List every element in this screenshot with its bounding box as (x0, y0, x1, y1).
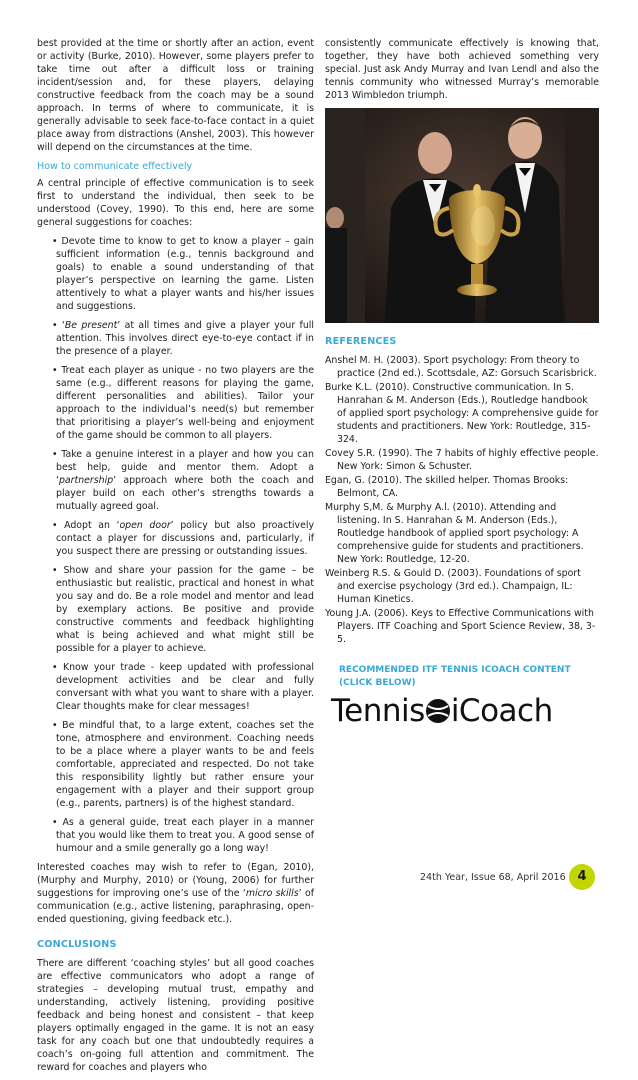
wimbledon-trophy-photo (325, 108, 599, 323)
bullet-unique: • Treat each player as unique - no two players are the same (e.g., different reasons for playing the game, different personalities and abilities). Tailor your approach to the individual’s need(s) but remember that prioritising a player’s well-being and enjoyment of the game should be common to all players. (52, 365, 314, 441)
subheading-how-to-communicate: How to communicate effectively (37, 161, 193, 172)
bullet-know-player: • Devote time to know to get to know a player – gain sufficient information (e.g., tennis background and goals) to enable a sound understanding of that player’s perspective on learning the game. Listen attentively to what a player wants and his/her issues and suggestions. (52, 236, 314, 312)
bullet-be-present (37, 319, 314, 358)
reference-item: Weinberg R.S. & Gould D. (2003). Foundations of sport and exercise psychology (3rd ed.). Champaign, IL: Human Kinetics. (325, 568, 581, 605)
bullet-text: ’ policy but also proactively contact a player for discussions and, particularly, if you suspect there are pressing or outstanding issues. (56, 520, 314, 557)
left-column (37, 37, 314, 1080)
paragraph-text: ’ of communication (e.g., active listening, paraphrasing, open-ended questioning, giving feedback etc.). (37, 888, 314, 925)
bullet-mindful: • Be mindful that, to a large extent, coaches set the tone, atmosphere and environment. Coaching needs to be a place where a player wants to be and feels comfortable, appreciated and respected. Do not take this responsibility lightly but rather ensure your engagement with a player and their support group (e.g., parents, partners) is of the highest standard. (52, 720, 314, 809)
bullet-text: • Adopt an ‘ (52, 520, 120, 531)
bullet-partnership (37, 448, 314, 513)
recommended-link-label[interactable]: RECOMMENDED ITF TENNIS ICOACH CONTENT (CLICK BELOW) (339, 665, 571, 688)
conclusions-heading: CONCLUSIONS (37, 939, 117, 950)
photo-illustration (325, 108, 599, 323)
reference-item: Covey S.R. (1990). The 7 habits of highly effective people. New York: Simon & Schuster. (325, 448, 599, 472)
emphasis: open door (119, 520, 171, 531)
bullet-general-guide: • As a general guide, treat each player in a manner that you would like them to treat you. A good sense of humour and a smile generally go a long way! (52, 817, 314, 854)
interested-paragraph (37, 861, 314, 926)
right-column (325, 37, 599, 729)
reference-item: Young J.A. (2006). Keys to Effective Communications with Players. ITF Coaching and Sport Science Review, 38, 3-5. (325, 608, 596, 645)
conclusions-paragraph: There are different ‘coaching styles’ but all good coaches are effective communicators who adopt a range of strategies – developing mutual trust, empathy and understanding, actively listening, providing positive feedback and being honest and consistent – that keep players optimally engaged in the game. It is not an easy task for any coach but one that undoubtedly requires a coach’s on-going full attention and commitment. The reward for coaches and players who (37, 958, 314, 1073)
reference-item: Burke K.L. (2010). Constructive communication. In S. Hanrahan & M. Anderson (Eds.), Routledge handbook of applied sport psychology: A comprehensive guide for students and practitioners. New York: Routledge, 315-324. (325, 382, 599, 445)
paragraph-text: Interested coaches may wish to refer to (Egan, 2010), (Murphy and Murphy, 2010) or (Young, 2006) for further suggestions for improving one’s use of the ‘ (37, 862, 314, 899)
bullet-open-door (37, 519, 314, 558)
emphasis: micro skills (245, 888, 299, 899)
bullet-text: • Take a genuine interest in a player and how you can best help, guide and mentor them. Adopt a ‘ (52, 449, 314, 486)
logo-text-icoach: iCoach (450, 693, 553, 729)
page-number-badge: 4 (569, 864, 595, 890)
emphasis: Be present (64, 320, 118, 331)
reference-item: Egan, G. (2010). The skilled helper. Thomas Brooks: Belmont, CA. (325, 475, 569, 499)
principle-paragraph: A central principle of effective communication is to seek first to understand the individual, then seek to be understood (Covey, 1990). To this end, here are some general suggestions for coaches: (37, 178, 314, 228)
reference-item: Murphy S,M. & Murphy A.l. (2010). Attending and listening. In S. Hanrahan & M. Anderson (Eds.), Routledge handbook of applied sport psychology: A comprehensive guide for students and practitioners. New York: Routledge, 12-20. (325, 502, 584, 565)
intro-paragraph: best provided at the time or shortly after an action, event or activity (Burke, 2010). However, some players prefer to take time out after a difficult loss or training incident/session and, for these players, delaying constructive feedback from the coach may be a sound approach. In terms of where to communicate, it is generally advisable to seek face-to-face contact in a quiet place away from distractions (Anshel, 2003). This however will depend on the circumstances at the time. (37, 38, 314, 153)
bullet-know-trade: • Know your trade - keep updated with professional development activities and be clear and fully conversant with what you want to share with a player. Clear thoughts make for clear messages! (52, 662, 314, 712)
references-heading: REFERENCES (325, 336, 397, 347)
logo-text-tennis: Tennis (331, 693, 425, 729)
emphasis: partnership (58, 475, 114, 486)
tennis-ball-icon (425, 698, 451, 724)
bullet-text: ’ approach where both the coach and player build on each other’s strengths towards a mutually agreed goal. (56, 475, 314, 512)
bullet-passion: • Show and share your passion for the game – be enthusiastic but realistic, practical and honest in what you say and do. Be a role model and mentor and lead by exemplary actions. Be positive and provide constructive comments and feedback highlighting what is being achieved and what might still be possible for a player to achieve. (52, 565, 314, 654)
tennis-icoach-logo-link[interactable] (331, 693, 599, 729)
reference-item: Anshel M. H. (2003). Sport psychology: From theory to practice (2nd ed.). Scottsdale, AZ: Gorsuch Scarisbrick. (325, 355, 597, 379)
bullet-text: ’ at all times and give a player your full attention. This involves direct eye-to-eye contact if in the presence of a player. (56, 320, 314, 357)
continuation-paragraph: consistently communicate effectively is knowing that, together, they have both achieved something very special. Just ask Andy Murray and Ivan Lendl and also the tennis community who witnessed Murray’s memorable 2013 Wimbledon triumph. (325, 38, 599, 101)
bullet-text: • ‘ (52, 320, 65, 331)
issue-footer: 24th Year, Issue 68, April 2016 (420, 872, 566, 883)
